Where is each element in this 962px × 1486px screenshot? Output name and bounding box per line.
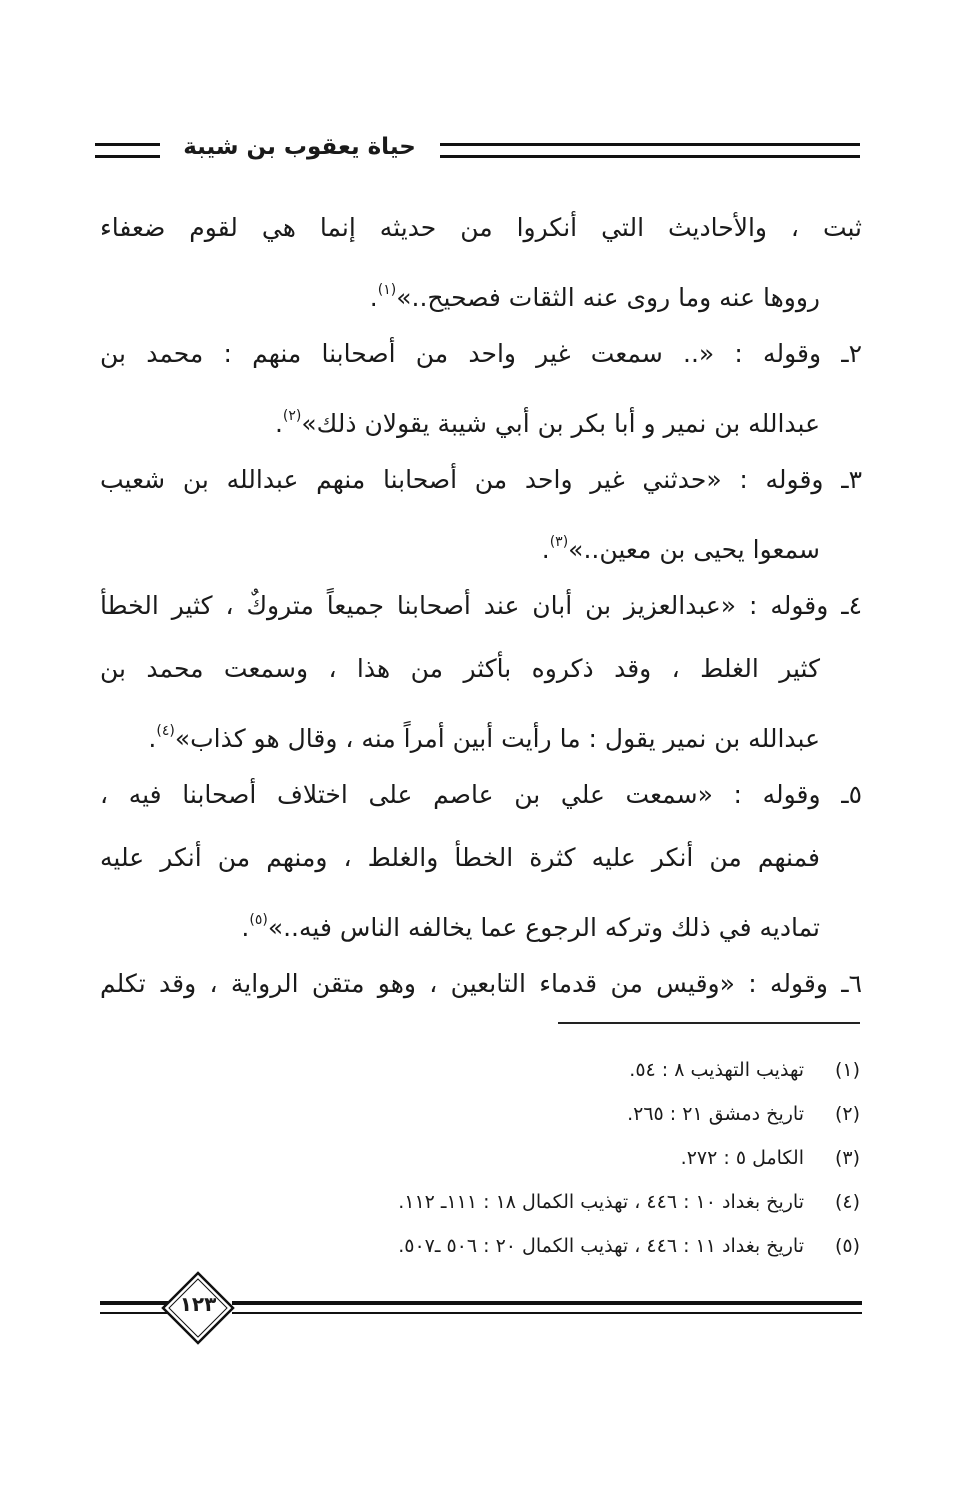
header-rule-right [440, 143, 860, 158]
main-text [100, 196, 862, 1015]
footnote-item [300, 1180, 860, 1224]
header-rule-left [95, 143, 160, 158]
footnote-item [300, 1092, 860, 1136]
text-line: عبدالله بن نمير و أبا بكر بن أبي شيبة يقولان ذلك»$^{(٢)}$. [274, 408, 820, 438]
text-line: ٦ـ وقوله : «وقيس من قدماء التابعين ، وهو متقن الرواية ، وقد تكلم [100, 969, 862, 998]
footnote-ref: (٥) [249, 912, 268, 928]
page-header [95, 128, 860, 172]
text-line: ثبت ، والأحاديث التي أنكروا من حديثه إنما هي لقوم ضعفاء [100, 213, 862, 242]
footer-rule-right [232, 1301, 862, 1314]
footnote-ref: (٤) [156, 723, 175, 739]
footnote-item [300, 1048, 860, 1092]
footnote-number: (٥) [834, 1235, 860, 1257]
footnote-text: تاريخ دمشق ٢١ : ٢٦٥. [627, 1103, 804, 1125]
page-footer [100, 1270, 862, 1350]
footnote-separator [558, 1022, 860, 1024]
text-line: رووها عنه وما روى عنه الثقات فصحيح..»$^{(١)}$. [369, 282, 820, 312]
footnote-ref: (٢) [282, 408, 302, 424]
footnote-text: الكامل ٥ : ٢٧٢. [680, 1147, 804, 1169]
footnote-number: (١) [834, 1059, 860, 1081]
footnote-number: (٢) [834, 1103, 860, 1125]
page-number: ١٢٣ [179, 1292, 217, 1316]
text-line: ٣ـ وقوله : «حدثني غير واحد من أصحابنا منهم عبدالله بن شعيب [100, 465, 862, 494]
text-line: عبدالله بن نمير يقول : ما رأيت أبين أمراً منه ، وقال هو كذاب»$^{(٤)}$. [148, 723, 820, 753]
text-line: كثير الغلط ، وقد ذكروه بأكثر من هذا ، وسمعت محمد بن [100, 654, 820, 683]
text-line: ٤ـ وقوله : «عبدالعزيز بن أبان عند أصحابنا جميعاً متروكٌ ، كثير الخطأ [100, 591, 862, 620]
footnote-number: (٣) [834, 1147, 860, 1169]
footnotes [300, 1048, 860, 1268]
footer-rule-left [100, 1301, 168, 1314]
text-line: فمنهم من أنكر عليه كثرة الخطأ والغلط ، ومنهم من أنكر عليه [100, 843, 820, 872]
text-line: ٢ـ وقوله : «.. سمعت غير واحد من أصحابنا منهم : محمد بن [100, 339, 862, 368]
footnote-ref: (٣) [549, 534, 569, 550]
footnote-text: تهذيب التهذيب ٨ : ٥٤. [629, 1059, 804, 1081]
text-line: سمعوا يحيى بن معين..»$^{(٣)}$. [541, 534, 820, 564]
text-line: تماديه في ذلك وتركه الرجوع عما يخالفه الناس فيه..»$^{(٥)}$. [241, 912, 820, 942]
footnote-text: تاريخ بغداد ١٠ : ٤٤٦ ، تهذيب الكمال ١٨ : ١١١ـ ١١٢. [398, 1191, 804, 1213]
footnote-number: (٤) [834, 1191, 860, 1213]
footnote-item [300, 1136, 860, 1180]
footnote-text: تاريخ بغداد ١١ : ٤٤٦ ، تهذيب الكمال ٢٠ : ٥٠٦ ـ٥٠٧. [398, 1235, 804, 1257]
running-title: حياة يعقوب بن شيبة [183, 134, 416, 160]
footnote-ref: (١) [377, 282, 397, 298]
text-line: ٥ـ وقوله : «سمعت علي بن عاصم على اختلاف أصحابنا فيه ، [100, 780, 862, 809]
footnote-item [300, 1224, 860, 1268]
